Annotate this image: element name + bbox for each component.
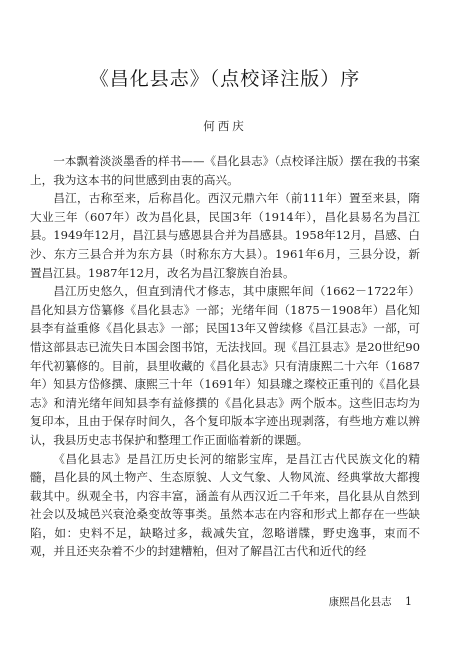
author-name: 何西庆 <box>203 119 247 133</box>
running-title: 康熙昌化县志 <box>328 596 392 608</box>
preface-body <box>30 152 420 561</box>
page-footer <box>329 594 412 609</box>
paragraph-4: 《昌化县志》是昌江历史长河的缩影宝库，是昌江古代民族文化的精髓，昌化县的风土物产、生态原貌、人文气象、人物风流、经典掌故大都搜载其中。纵观全书，内容丰富，涵盖有从西汉近二千年来，昌化县从自然到社会以及城邑兴衰沧桑变故等事类。虽然本志在内容和形式上都存在一些缺陷，如：史料不足，缺略过多，裁减失宜，忽略谱牒，野史逸事，束而不观，并且还夹杂着不少的封建糟粕，但对了解昌江古代和近代的经 <box>30 451 420 559</box>
preface-title: 《昌化县志》（点校译注版）序 <box>89 68 361 90</box>
paragraph-2: 昌江，古称至来，后称昌化。西汉元鼎六年（前111年）置至来县，隋大业三年（607年）改为昌化县，民国3年（1914年），昌化县易名为昌江县。1949年12月，昌江县与感恩县合并为昌感县。1958年12月，昌感、白沙、东方三县合并为东方县（时称东方大县）。1961年6月，三县分设，新置昌江县。1987年12月，改名为昌江黎族自治县。 <box>30 191 420 280</box>
page-number: 1 <box>405 595 412 608</box>
paragraph-1: 一本飘着淡淡墨香的样书——《昌化县志》（点校译注版）摆在我的书案上，我为这本书的问世感到由衷的高兴。 <box>30 154 420 187</box>
paragraph-3: 昌江历史悠久，但直到清代才修志，其中康熙年间（1662－1722年）昌化知县方岱纂修《昌化县志》一部；光绪年间（1875－1908年）昌化知县李有益重修《昌化县志》一部；民国13年又曾续修《昌江县志》一部，可惜这部县志已流失日本国会图书馆，无法找回。现《昌江县志》是20世纪90年代初纂修的。目前，县里收藏的《昌化县志》只有清康熙二十六年（1687年）知县方岱修撰、康熙三十年（1691年）知县璩之璨校正重刊的《昌化县志》和清光绪年间知县李有益修撰的《昌化县志》两个版本。这些旧志均为复印本，且由于保存时间久，各个复印版本字迹出现剥落，有些地方难以辨认，我县历史志书保护和整理工作正面临着新的课题。 <box>30 284 420 447</box>
